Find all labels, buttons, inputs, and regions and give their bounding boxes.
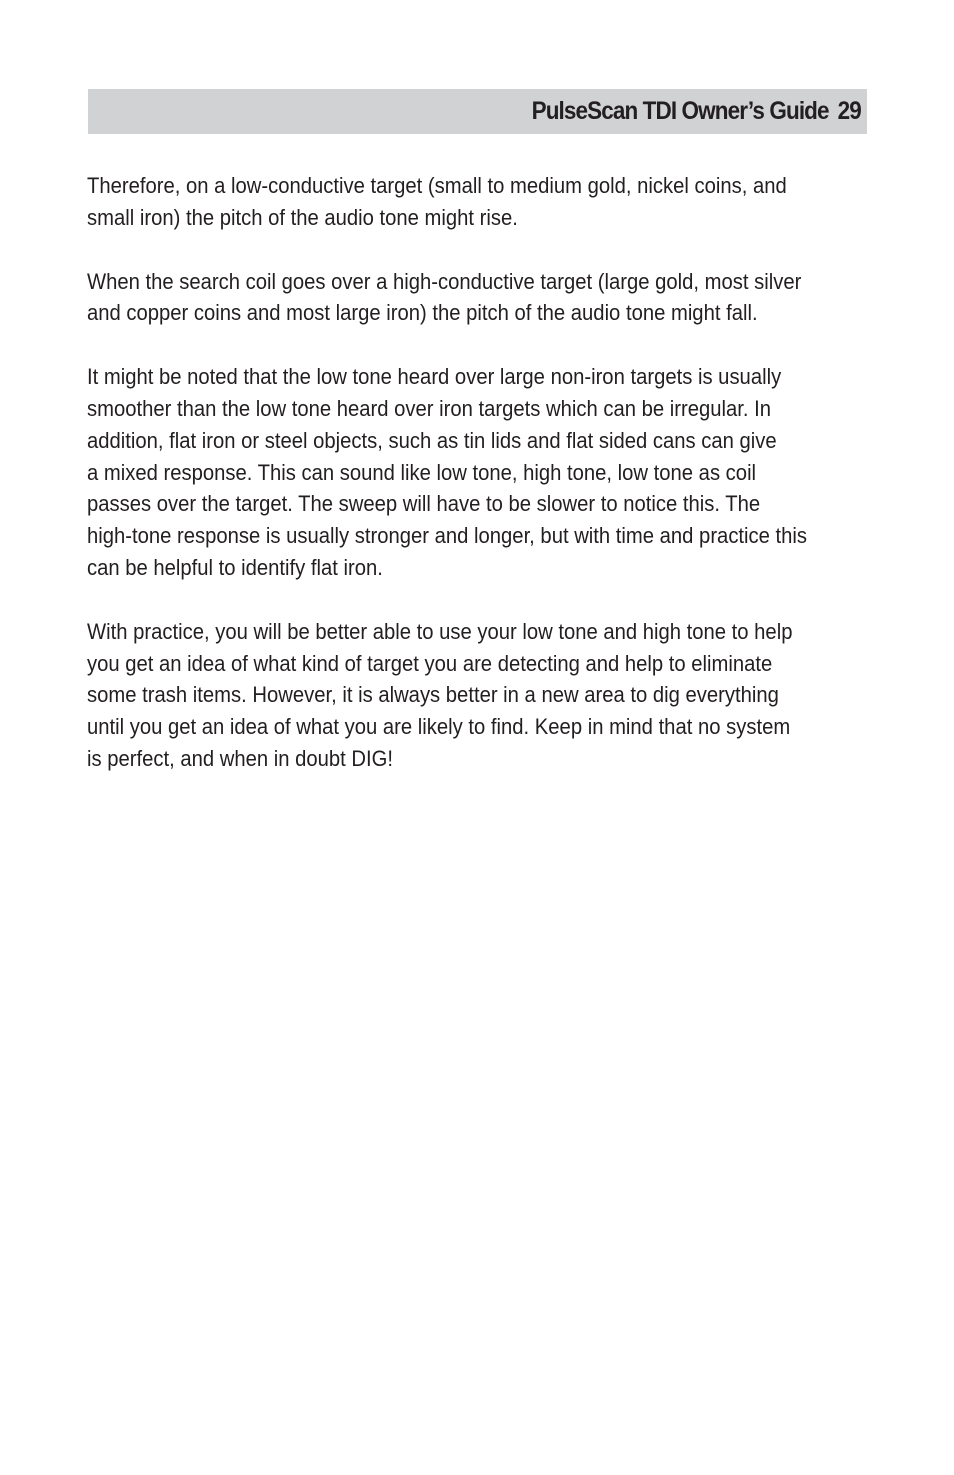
paragraph-low-conductive: Therefore, on a low-conductive target (small to medium gold, nickel coins, and small iron) the pitch of the audio tone might rise.: [87, 173, 787, 230]
body-text: [87, 170, 867, 807]
paragraph-practice: With practice, you will be better able to use your low tone and high tone to help you get an idea of what kind of target you are detecting and help to eliminate some trash items. However, it is always better in a new area to dig everything until you get an idea of what you are likely to find. Keep in mind that no system is perfect, and when in doubt DIG!: [87, 618, 793, 771]
page-number: 29: [837, 97, 861, 125]
paragraph-high-conductive: When the search coil goes over a high-conductive target (large gold, most silver and copper coins and most large iron) the pitch of the audio tone might fall.: [87, 268, 802, 326]
guide-title: PulseScan TDI Owner’s Guide: [531, 97, 829, 125]
page-header-bar: [88, 89, 867, 134]
page-header: [532, 97, 861, 126]
paragraph-flat-iron: It might be noted that the low tone heard over large non-iron targets is usually smoother than the low tone heard over iron targets which can be irregular. In addition, flat iron or steel objects, such as tin lids and flat sided cans can give a mixed response. This can sound like low tone, high tone, low tone as coil passes over the target. The sweep will have to be slower to notice this. The high-tone response is usually stronger and longer, but with time and practice this can be helpful to identify flat iron.: [87, 364, 808, 580]
